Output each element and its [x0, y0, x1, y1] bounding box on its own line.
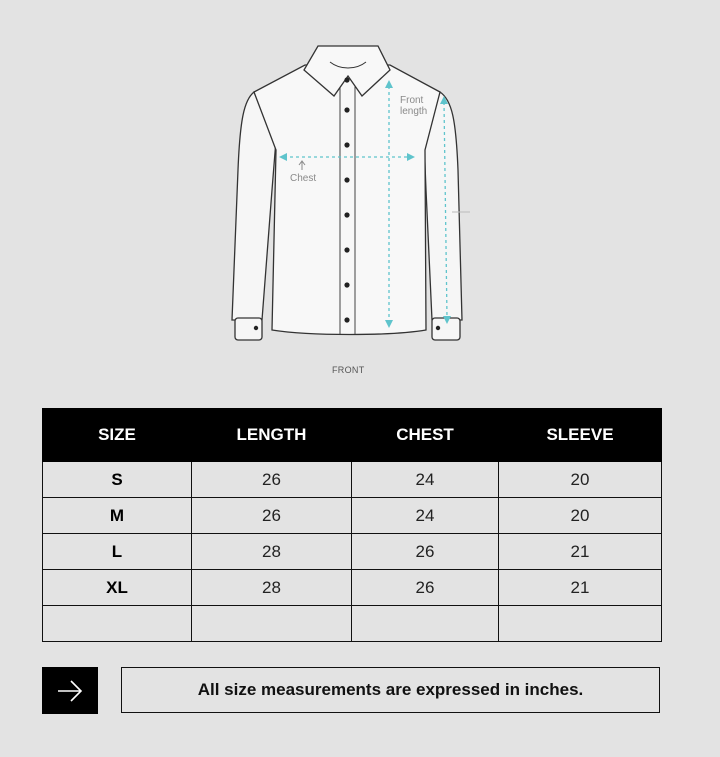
size-cell: XL — [43, 570, 192, 606]
sleeve-cell: 21 — [499, 534, 662, 570]
chest-label: Chest — [290, 173, 317, 184]
chest-cell: 24 — [352, 462, 499, 498]
table-row — [43, 462, 662, 498]
chest-cell: 26 — [352, 570, 499, 606]
front-length-label-line1: Front — [400, 95, 424, 106]
header-sleeve: SLEEVE — [499, 409, 662, 462]
size-cell — [43, 606, 192, 642]
arrow-right-icon — [55, 679, 85, 703]
front-length-label-line2: length — [400, 106, 428, 117]
table-row-empty — [43, 606, 662, 642]
chest-cell: 26 — [352, 534, 499, 570]
size-chart-table — [42, 408, 662, 642]
measurement-unit-note — [121, 667, 660, 713]
table-header-row — [43, 409, 662, 462]
table-row — [43, 498, 662, 534]
length-cell: 26 — [192, 498, 352, 534]
sleeve-cell: 20 — [499, 462, 662, 498]
size-cell: L — [43, 534, 192, 570]
note-text: All size measurements are expressed in inches. — [197, 680, 584, 699]
table-row — [43, 570, 662, 606]
size-cell: M — [43, 498, 192, 534]
sleeve-cell: 20 — [499, 498, 662, 534]
header-chest: CHEST — [352, 409, 499, 462]
chest-cell — [352, 606, 499, 642]
note-arrow-badge — [42, 667, 98, 714]
length-cell: 28 — [192, 534, 352, 570]
header-length: LENGTH — [192, 409, 352, 462]
front-caption: FRONT — [332, 365, 365, 375]
header-size: SIZE — [43, 409, 192, 462]
sleeve-cell: 21 — [499, 570, 662, 606]
chest-cell: 24 — [352, 498, 499, 534]
table-row — [43, 534, 662, 570]
length-cell — [192, 606, 352, 642]
length-cell: 26 — [192, 462, 352, 498]
size-cell: S — [43, 462, 192, 498]
length-cell: 28 — [192, 570, 352, 606]
sleeve-cell — [499, 606, 662, 642]
